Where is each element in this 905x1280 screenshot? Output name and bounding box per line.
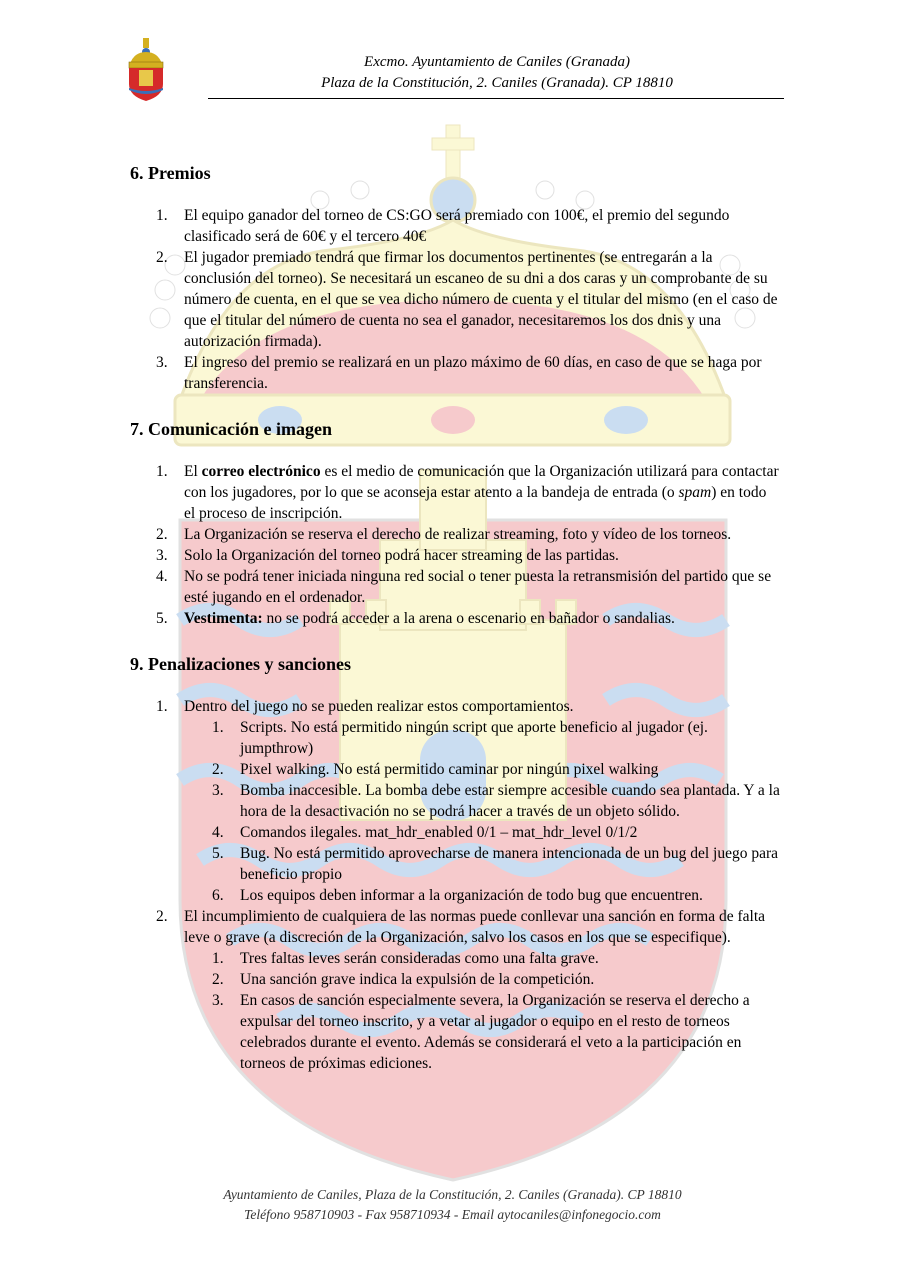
list-item: 4. Comandos ilegales. mat_hdr_enabled 0/1 – mat_hdr_level 0/1/2 bbox=[212, 824, 638, 841]
list-item: 3. Bomba inaccesible. La bomba debe estar siempre accesible cuando sea plantada. Y a la hora de la desactivación no se podrá hacer a través de un objeto sólido. bbox=[212, 782, 780, 820]
list-item: 1. Tres faltas leves serán consideradas como una falta grave. bbox=[212, 950, 599, 967]
coat-of-arms-logo bbox=[126, 38, 166, 102]
list-item: 2. El incumplimiento de cualquiera de las normas puede conllevar una sanción en forma de falta leve o grave (a discreción de la Organización, salvo los casos en los que se especifique). bbox=[156, 908, 766, 946]
section-heading-comunicacion: 7. Comunicación e imagen bbox=[130, 419, 332, 439]
document-body bbox=[130, 158, 780, 1074]
list-item: 2. Una sanción grave indica la expulsión de la competición. bbox=[212, 971, 595, 988]
penalizaciones-list-cont bbox=[130, 906, 780, 948]
premios-list bbox=[130, 205, 780, 394]
list-item: 2. El jugador premiado tendrá que firmar los documentos pertinentes (se entregarán a la conclusión del torneo). Se necesitará un escaneo de su dni a dos caras y un comprobante de su número de cuenta, en el que se vea dicho número de cuenta y el titular del mismo (en el caso de que el titular del número de cuenta no sea el ganador, necesitaremos los dos dnis y una autorización firmada). bbox=[156, 249, 778, 350]
header-address: Plaza de la Constitución, 2. Caniles (Granada). CP 18810 bbox=[321, 75, 673, 91]
list-item: 1. Scripts. No está permitido ningún script que aporte beneficio al jugador (ej. jumpthrow) bbox=[212, 719, 708, 757]
list-item: 1. El correo electrónico es el medio de comunicación que la Organización utilizará para contactar con los jugadores, por lo que se aconseja estar atento a la bandeja de entrada (o spam) en todo el proceso de inscripción. bbox=[156, 463, 779, 522]
penalizaciones-list bbox=[130, 696, 780, 717]
footer-contact: Teléfono 958710903 - Fax 958710934 - Email aytocaniles@infonegocio.com bbox=[244, 1207, 661, 1222]
header-divider bbox=[208, 98, 784, 99]
list-item: 3. El ingreso del premio se realizará en un plazo máximo de 60 días, en caso de que se haga por transferencia. bbox=[156, 354, 762, 392]
section-heading-penalizaciones: 9. Penalizaciones y sanciones bbox=[130, 654, 351, 674]
list-item: 4. No se podrá tener iniciada ninguna red social o tener puesta la retransmisión del partido que se esté jugando en el ordenador. bbox=[156, 568, 772, 606]
list-item: 3. En casos de sanción especialmente severa, la Organización se reserva el derecho a expulsar del torneo inscrito, y a vetar al jugador o equipo en el resto de torneos celebrados durante el evento. Además se considerará el veto a la participación en torneos de próximas ediciones. bbox=[212, 992, 750, 1072]
header-title: Excmo. Ayuntamiento de Caniles (Granada) bbox=[364, 54, 630, 70]
list-item: 3. Solo la Organización del torneo podrá hacer streaming de las partidas. bbox=[156, 547, 619, 564]
footer-address: Ayuntamiento de Caniles, Plaza de la Constitución, 2. Caniles (Granada). CP 18810 bbox=[223, 1187, 682, 1202]
comportamientos-sublist bbox=[130, 717, 780, 906]
list-item: 5. Bug. No está permitido aprovecharse de manera intencionada de un bug del juego para beneficio propio bbox=[212, 845, 778, 883]
list-item: 5. Vestimenta: no se podrá acceder a la arena o escenario en bañador o sandalias. bbox=[156, 610, 675, 627]
sanciones-sublist bbox=[130, 948, 780, 1074]
comunicacion-list bbox=[130, 461, 780, 629]
list-item: 1. Dentro del juego no se pueden realizar estos comportamientos. bbox=[156, 698, 574, 715]
section-heading-premios: 6. Premios bbox=[130, 163, 211, 183]
list-item: 2. Pixel walking. No está permitido caminar por ningún pixel walking bbox=[212, 761, 659, 778]
list-item: 6. Los equipos deben informar a la organización de todo bug que encuentren. bbox=[212, 887, 703, 904]
list-item: 1. El equipo ganador del torneo de CS:GO será premiado con 100€, el premio del segundo clasificado será de 60€ y el tercero 40€ bbox=[156, 207, 730, 245]
list-item: 2. La Organización se reserva el derecho de realizar streaming, foto y vídeo de los torneos. bbox=[156, 526, 732, 543]
